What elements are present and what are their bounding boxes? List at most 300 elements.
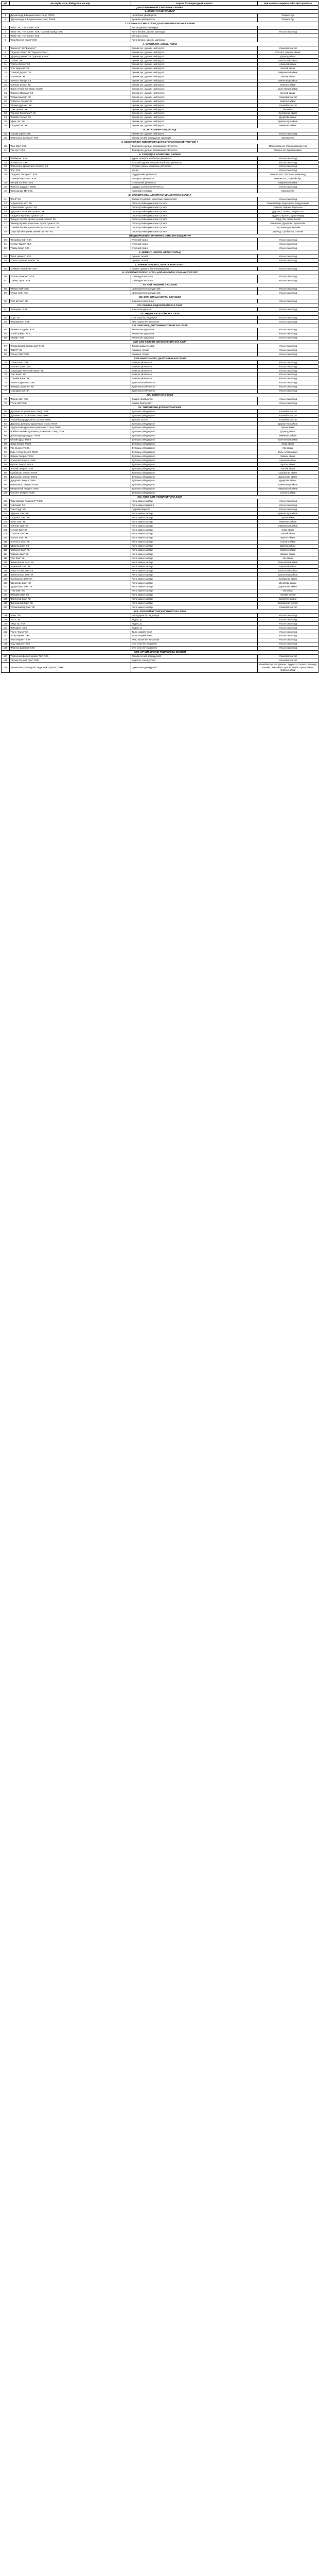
activity-name: Жижиглэн худалдаа (131, 336, 258, 340)
activity-name: Жижиглэн худалдаа (131, 332, 258, 336)
table-row (2, 87, 318, 91)
enterprise-name: "Хангай Дүүрэг" ХК (10, 71, 131, 75)
enterprise-name: Хэнтий Энерго ТӨХК (10, 467, 131, 471)
activity-name: Авто замын засвар (131, 597, 258, 601)
row-number: 5 (2, 34, 10, 38)
table-row (2, 75, 318, 79)
enterprise-name: "Ард Даатгал" ХК (10, 389, 131, 393)
row-number: 62 (2, 315, 10, 319)
enterprise-name: "МАК" ХК (10, 197, 131, 201)
coverage-note (258, 38, 318, 42)
activity-name: Дулааны үйлдвэрлэл (131, 450, 258, 454)
table-row (2, 597, 318, 601)
row-number: 127 (2, 605, 10, 609)
row-number: 56 (2, 275, 10, 279)
coverage-note: Баян-Өлгий аймаг (258, 561, 318, 565)
activity-name: Сайжруулсан түлш (131, 275, 258, 279)
activity-name: Эрчим хүч, дулаан нийлүүлэх (131, 54, 258, 58)
section-row (2, 22, 318, 26)
activity-name: Бодлого, зохицуулалт (131, 658, 258, 663)
enterprise-name: "Монгол Даатгал" ХХК (10, 381, 131, 385)
row-number: 65 (2, 332, 10, 336)
coverage-note: Орхон аймаг (258, 426, 318, 430)
table-row (2, 377, 318, 381)
section-title: 4. ЗАМЫН ТУРШИЛТ, БАТАЛГААЖУУЛАЛТ (2, 263, 318, 267)
activity-name: Дулааны үйлдвэрлэл (131, 434, 258, 438)
row-number: 113 (2, 548, 10, 552)
row-number: 71 (2, 365, 10, 369)
row-number: 10 (2, 58, 10, 62)
table-row (2, 381, 318, 385)
activity-name: цахилгаан үйлдвэрлэл (131, 13, 258, 18)
enterprise-name: "Хангай эрчим" ХК (10, 83, 131, 87)
enterprise-name: "Эрдэнэт-Булганы сүлжээ" ХК (10, 213, 131, 217)
coverage-note: Улсын хэмжээнд (258, 275, 318, 279)
enterprise-name: "Сансар Ер ТВ" ХХК (10, 189, 131, 193)
activity-name: Орон нутгийн цахилгаан түгээлт (131, 201, 258, 206)
activity-name: Эрчим хүч, дулаан нийлүүлэх (131, 99, 258, 104)
coverage-note: Улаанбаатар, Зүүнхараа, Баруунхараа (258, 201, 318, 206)
row-number: 30 (2, 144, 10, 148)
table-row (2, 177, 318, 181)
coverage-note: Өвөрхангай аймаг (258, 71, 318, 75)
table-row (2, 528, 318, 532)
row-number: 21 (2, 104, 10, 108)
coverage-note: Улсын хэмжээнд (258, 348, 318, 352)
enterprise-name: "Багахангай Зам" ХК (10, 601, 131, 605)
enterprise-name: Эрдэнэтийн Дулааны Цахилгаан Станц ТӨХК (10, 426, 131, 430)
section-row (2, 303, 318, 308)
table-row (2, 630, 318, 634)
table-row (2, 71, 318, 75)
row-number: 110 (2, 536, 10, 540)
coverage-note: Булган аймаг (258, 536, 318, 540)
activity-name: Банкны үйлчилгээ (131, 377, 258, 381)
row-number: 125 (2, 597, 10, 601)
enterprise-name: "Хангай Зам" ХК (10, 524, 131, 528)
coverage-note: Дорнод аймаг (258, 54, 318, 58)
row-number: 121 (2, 581, 10, 585)
coverage-note: Дархан-Уул аймаг (258, 120, 318, 124)
table-row (2, 58, 318, 62)
coverage-note: Өмнөговь аймаг (258, 520, 318, 524)
enterprise-name: "Таван Богд" ХХК (10, 246, 131, 250)
coverage-note: Улсын хэмжээнд (258, 242, 318, 246)
table-row (2, 410, 318, 414)
table-row (2, 352, 318, 357)
activity-name: Дулааны үйлдвэрлэл (131, 483, 258, 487)
coverage-note: Дундговь аймаг (258, 479, 318, 483)
table-row (2, 536, 318, 540)
activity-name: Авто замын засвар (131, 585, 258, 589)
activity-name: Цахилгаан дамжуулалт (131, 663, 258, 672)
activity-name: Интернэт үйлчилгээ (131, 177, 258, 181)
coverage-note: Улсын хэмжээнд (258, 372, 318, 377)
section-title: 6. ХӨВСГӨЛИЙН ТӨВЛӨРСӨН ДУЛААН ХАНГАМЖИЙН ЧЕРЧИЙ ? (2, 140, 318, 144)
section-row (2, 42, 318, 46)
table-row (2, 66, 318, 71)
table-row (2, 589, 318, 593)
coverage-note: Улсын хэмжээнд (258, 630, 318, 634)
enterprise-name: "Улаанбаатар төмөр зам" ХНН (10, 344, 131, 348)
activity-name: Ундаа, ус (131, 626, 258, 630)
section-title: ХIХ. ЭМИЙН ЗАХ ЗЭЭЛ (2, 393, 318, 397)
row-number: 12 (2, 66, 10, 71)
enterprise-name: "Уураг Хий" ХХК (10, 291, 131, 295)
coverage-note: Завхан аймаг (258, 552, 318, 556)
activity-name: Орон нутгийн цахилгаан түгээлт (131, 217, 258, 222)
row-number: 52 (2, 246, 10, 250)
activity-name: Сайжруулсан түлш (131, 279, 258, 283)
activity-name: Сүү, сүүн бүтээгдэхүүн (131, 315, 258, 319)
activity-name: Дулааны үйлдвэрлэл (131, 446, 258, 450)
enterprise-name: Ховд Энерго ТӨХК (10, 442, 131, 446)
row-number: 29 (2, 136, 10, 140)
coverage-note: Улсын хэмжээнд (258, 507, 318, 512)
row-number: 55 (2, 266, 10, 270)
row-number: 11 (2, 62, 10, 66)
coverage-note: Ховд аймаг (258, 442, 318, 446)
row-number: 96 (2, 474, 10, 479)
enterprise-name: "Витафит" ХХК (10, 626, 131, 630)
enterprise-name: "Монос Эм" ХХК (10, 397, 131, 401)
coverage-note: Дархан, Сэлэнгэ, Шарын гол (258, 210, 318, 214)
enterprise-name: "Эрдэнэт-Говь" ХК "Эрдэнэт-Говь" (10, 50, 131, 55)
table-row (2, 585, 318, 589)
enterprise-name: "Хөвсгөл Зам" ХК (10, 548, 131, 552)
table-row (2, 173, 318, 177)
enterprise-name: "Хас Банк" ХК (10, 372, 131, 377)
table-row (2, 91, 318, 95)
coverage-note: Улаанбаатар хот (258, 104, 318, 108)
coverage-note: Улсын хэмжээнд (258, 259, 318, 263)
row-number: 23 (2, 111, 10, 115)
table-row (2, 291, 318, 295)
enterprise-name: "Дундговь Зам" ХК (10, 581, 131, 585)
enterprise-name: "Өлзийхангай" ХХК (10, 238, 131, 242)
enterprise-name: "Талх Чихэр" ХК (10, 630, 131, 634)
enterprise-name: "Хот Эрдэнэт" ХК (10, 66, 131, 71)
coverage-note (258, 26, 318, 30)
table-row (2, 46, 318, 50)
activity-name: Замын туршилт, баталгаажуулалт (131, 266, 258, 270)
activity-name: Бусад (131, 168, 258, 173)
coverage-note: Өвөрхангай аймаг (258, 487, 318, 491)
row-number: 137 (2, 654, 10, 658)
enterprise-name: "Зүүн бүсийн эрчим хүчний систем" ХК (10, 230, 131, 234)
activity-name: Эрчим хүч, дулаан нийлүүлэх (131, 124, 258, 128)
row-number: 46 (2, 217, 10, 222)
table-row (2, 438, 318, 442)
enterprise-name: "Төрийн Банк" ХК (10, 377, 131, 381)
activity-name: Эрчим хүч, дулаан нийлүүлэх (131, 91, 258, 95)
row-number: 39 (2, 185, 10, 189)
enterprise-name: "Ардчилсан хот" ХК (10, 201, 131, 206)
coverage-note: Улаанбаатар хот (258, 418, 318, 422)
enterprise-name: "Петро Хий" ХХК (10, 287, 131, 291)
activity-name: Банкны үйлчилгээ (131, 365, 258, 369)
activity-name: Даатгалын үйлчилгээ (131, 389, 258, 393)
section-title: ХХIII. ЭРЧИМ ХҮЧНИЙ ТӨВЛӨРСӨН СИСТЕМ (2, 650, 318, 654)
row-number: 73 (2, 372, 10, 377)
coverage-note: Улсын хэмжээнд (258, 401, 318, 405)
activity-name: Цемент, шохой (131, 255, 258, 259)
table-row (2, 642, 318, 646)
enterprise-name: "Ган-Мөн" ХХК (10, 144, 131, 148)
activity-name: Шингэрүүлсэн шатдаг хий (131, 291, 258, 295)
activity-name: Авто замын засвар (131, 528, 258, 532)
coverage-note: Булган аймаг (258, 463, 318, 467)
row-number: 19 (2, 95, 10, 99)
coverage-note: Улсын хэмжээнд (258, 287, 318, 291)
coverage-note: Улсын хэмжээнд (258, 197, 318, 201)
table-row (2, 487, 318, 491)
activity-name: Агаарын тээвэр (131, 352, 258, 357)
row-number: 43 (2, 206, 10, 210)
row-number: 111 (2, 540, 10, 544)
activity-name: Төвлөрсөн дулаан хангамжийн үйлчилгээ (131, 148, 258, 152)
table-row (2, 226, 318, 230)
activity-name: Эрчим хүч, дулаан нийлүүлэх (131, 107, 258, 111)
table-row (2, 275, 318, 279)
enterprise-name: "Сод Монгол групп" ХХК (10, 38, 131, 42)
section-row (2, 495, 318, 499)
table-row (2, 79, 318, 83)
section-title: ХII. ХИЙ ТҮЛШНИЙ ЗАХ ЗЭЭЛ (2, 283, 318, 287)
coverage-note: Улсын хэмжээнд (258, 352, 318, 357)
enterprise-name: "Атар Өргөө" ХХК (10, 634, 131, 638)
coverage-note: Хөвсгөл аймаг (258, 99, 318, 104)
row-number: 101 (2, 499, 10, 503)
table-row (2, 255, 318, 259)
row-number: 54 (2, 259, 10, 263)
table-row (2, 593, 318, 597)
section-title: Б. ХОЛОЙ НОГООРУУ, АГРО, ЦАЙ ШИНЖЛЭХ УХААНЫ ХАЗ ЗОЛ (2, 270, 318, 275)
activity-name: Дулааны үйлдвэрлэл (131, 438, 258, 442)
coverage-note: Улсын хэмжээнд (258, 503, 318, 507)
activity-name: Эрчим хүч, дулаан нийлүүлэх (131, 58, 258, 62)
table-row (2, 95, 318, 99)
row-number: 50 (2, 238, 10, 242)
enterprise-name: "Говь Зам" ХК (10, 520, 131, 524)
section-row (2, 140, 318, 144)
activity-name: Авто бензин, дизель шатахуун (131, 38, 258, 42)
activity-name: Дулааны үйлдвэрлэл (131, 479, 258, 483)
section-title: Ж. ЦАХИЛГААНЫ ЦАХИЛГААН ДАМЖУУЛАХ САЛБАР (2, 193, 318, 197)
activity-name: Дулааны үйлдвэрлэл (131, 442, 258, 446)
coverage-note: Өмнөговь аймаг (258, 434, 318, 438)
coverage-note: Дархан-Уул аймаг (258, 512, 318, 516)
enterprise-name: Дундговь Энерго ТӨХК (10, 479, 131, 483)
activity-name: Эрчим хүч, дулаан нийлүүлэх (131, 66, 258, 71)
activity-name: Үүрэн телефон холбооны үйлчилгээ (131, 157, 258, 161)
enterprise-name: "Мах Маркет" ХХК (10, 638, 131, 642)
coverage-note: Сүхбаатар аймаг (258, 471, 318, 475)
coverage-note: Улсын хэмжээнд (258, 368, 318, 372)
activity-name: Эрчим хүч, дулаан нийлүүлэх (131, 71, 258, 75)
row-number: 60 (2, 299, 10, 303)
enterprise-name: "Монголын Цахилгаан Холбоо" ХК (10, 164, 131, 168)
enterprise-name: "Эмарт" ХХК (10, 336, 131, 340)
coverage-note: Хөвсгөл, Мөрөн, Тариалан (258, 206, 318, 210)
row-number: 120 (2, 577, 10, 581)
table-row (2, 474, 318, 479)
row-number: 107 (2, 524, 10, 528)
coverage-note: Дорнод, Сүхбаатар, Хэнтий (258, 230, 318, 234)
enterprise-name: "Эрдэм-Төв" ХК (10, 124, 131, 128)
activity-name: Авто замын засвар (131, 512, 258, 516)
activity-name: Эрчим хүч, дулаан нийлүүлэх (131, 115, 258, 120)
enterprise-name: "Алтан Тариа" ХХК (10, 242, 131, 246)
enterprise-name: Дарханы Дулааны Цахилгаан Станц ТӨХК (10, 421, 131, 426)
enterprise-name: "Сүхбаатар Зам" ХК (10, 577, 131, 581)
row-number: 37 (2, 177, 10, 181)
table-row (2, 217, 318, 222)
enterprise-name: "Орхон Зам" ХК (10, 536, 131, 540)
table-row (2, 181, 318, 185)
coverage-note: Улсын хэмжээнд (258, 365, 318, 369)
table-row (2, 446, 318, 450)
coverage-note: Баянхонгор аймаг (258, 573, 318, 577)
section-row (2, 9, 318, 13)
section-title: Н. ХАРИЛЦАА ХОЛБООНЫ САЛБАР (2, 152, 318, 157)
activity-name: Ундаа, ус (131, 622, 258, 626)
coverage-note: Архангай аймаг (258, 565, 318, 569)
table-row (2, 389, 318, 393)
enterprise-name: "Хэрэм групп" ХХК (10, 132, 131, 136)
coverage-note: Дорноговь аймаг (258, 474, 318, 479)
coverage-note: Улсын хэмжээнд (258, 626, 318, 630)
table-row (2, 512, 318, 516)
coverage-note: Завхан аймаг (258, 75, 318, 79)
coverage-note: Улсын хэмжээнд (258, 385, 318, 389)
table-row (2, 372, 318, 377)
section-title: ХVII. ЗАМ ТЭЭВЭР, ЛОГИСТИКИЙН ЗАХ ЗЭЭЛ (2, 340, 318, 344)
table-row (2, 540, 318, 544)
activity-name: Мах, махан бүтээгдэхүүн (131, 638, 258, 642)
row-number: 25 (2, 120, 10, 124)
enterprise-name: "Баруун бүсийн эрчим хүчний систем" ХК (10, 217, 131, 222)
row-number: 99 (2, 487, 10, 491)
enterprise-name: "ЮНИТЕЛ" ХХК (10, 160, 131, 164)
table-row (2, 136, 318, 140)
coverage-note: Налайх дүүрэг (258, 593, 318, 597)
row-number: 118 (2, 569, 10, 573)
section-title: ХХI. АВТО ЗАМ, ТЭЭВРИЙН ЗАХ ЗЭЭЛ (2, 495, 318, 499)
coverage-note: Улсын хэмжээнд (258, 642, 318, 646)
activity-name: Авто замын засвар (131, 556, 258, 561)
activity-name: Авто замын засвар (131, 565, 258, 569)
coverage-note: Улсын хэмжээнд (258, 164, 318, 168)
enterprise-name: "Хэрлэн Зам" ХК (10, 532, 131, 536)
row-number: 74 (2, 377, 10, 381)
coverage-note: Мөнгөн Улс (258, 136, 318, 140)
enterprise-name: "Хүннү Эйр" ХХК (10, 352, 131, 357)
activity-name: Даатгалын үйлчилгээ (131, 381, 258, 385)
row-number: 28 (2, 132, 10, 136)
table-header-row (2, 2, 318, 6)
activity-name: Банкны үйлчилгээ (131, 372, 258, 377)
coverage-note: Улсын хэмжээнд (258, 634, 318, 638)
enterprise-name: "Монгол шуудан" ТӨХК (10, 185, 131, 189)
coverage-note: Улсын хэмжээнд (258, 499, 318, 503)
activity-name: Авто замын засвар (131, 573, 258, 577)
row-number: 42 (2, 201, 10, 206)
enterprise-name: "Налайх Зам" ХК (10, 593, 131, 597)
row-number: 130 (2, 622, 10, 626)
coverage-note: Улсын хэмжээнд (258, 618, 318, 622)
activity-name: Авто замын засвар (131, 544, 258, 548)
activity-name: Орон нутгийн цахилгаан түгээлт (131, 210, 258, 214)
activity-name: Автын дизель шатахуун (131, 26, 258, 30)
activity-name: Авто замын засвар (131, 516, 258, 520)
enterprise-name: "Дорноговь Зам" ХК (10, 585, 131, 589)
row-number: 26 (2, 124, 10, 128)
table-row (2, 34, 318, 38)
row-number: 94 (2, 467, 10, 471)
section-row (2, 324, 318, 328)
activity-name: Эрчим хүч, дулаан нийлүүлэх (131, 95, 258, 99)
coverage-note: Улсын хэмжээнд (258, 132, 318, 136)
activity-name: Авто замын засвар (131, 524, 258, 528)
row-number: 80 (2, 410, 10, 414)
enterprise-name: "ЗАМЫН ХӨГЖИЛ" ХХК (10, 266, 131, 270)
coverage-note: Улсын хэмжээнд (258, 614, 318, 618)
row-number: 98 (2, 483, 10, 487)
enterprise-name: "Хот Бүтээн" ХК (10, 299, 131, 303)
section-row (2, 312, 318, 316)
table-row (2, 120, 318, 124)
coverage-note: Баян-Өлгий аймаг (258, 438, 318, 442)
table-row (2, 259, 318, 263)
activity-name: Авто замын засвар (131, 536, 258, 540)
activity-name: Дулааны үйлдвэрлэл (131, 471, 258, 475)
enterprise-name: "Худалдаа Хөгжлийн Банк" ХК (10, 368, 131, 372)
activity-name: Авто замын засвар (131, 601, 258, 605)
coverage-note: Төв аймаг (258, 589, 318, 593)
enterprise-name: Дорноговь Энерго ТӨХК (10, 474, 131, 479)
enterprise-name: "Төв Зам" ХК (10, 589, 131, 593)
row-number: 139 (2, 663, 10, 672)
table-row (2, 491, 318, 495)
row-number: 84 (2, 426, 10, 430)
activity-name: Эрчим хүч, дулаан нийлүүлэх (131, 132, 258, 136)
table-row (2, 622, 318, 626)
enterprise-name: "Говийн Салхи" ХК (10, 115, 131, 120)
section-title: 2. ГАЗРЫН ТОСНЫ БҮТЭЭГДЭХҮҮНИЙ ИМПОРТЫН САЛБАР (2, 22, 318, 26)
coverage-note: Мөнгөн Улс, Хангайн бүс (258, 177, 318, 181)
coverage-note: Сэлэнгэ, Дархан аймаг (258, 50, 318, 55)
enterprise-name: "Дорнод эрчим" ХК "Дорнод эрчим" (10, 54, 131, 58)
coverage-note: Улсын хэмжээнд (258, 160, 318, 164)
table-row (2, 246, 318, 250)
row-number: 85 (2, 430, 10, 434)
section-title: ҮЙЛДВЭРЛЭЛИЙН МАТЕРИАЛ, ХҮНС БҮТЭЭГДЭХҮҮН (2, 234, 318, 238)
row-number: 15 (2, 79, 10, 83)
table-row (2, 646, 318, 650)
activity-name: Банкны үйлчилгээ (131, 361, 258, 365)
coverage-note: Улсын хэмжээнд (258, 185, 318, 189)
row-number: 14 (2, 75, 10, 79)
activity-name: Авто бензин, дизель шатахуун (131, 30, 258, 34)
table-row (2, 618, 318, 622)
section-row (2, 193, 318, 197)
coverage-note: Сэлэнгэ аймаг (258, 540, 318, 544)
table-row (2, 418, 318, 422)
table-row (2, 111, 318, 115)
section-title: ХХII. ХҮНСНИЙ БҮТЭЭГДЭХҮҮНИЙ ЗАХ ЗЭЭЛ (2, 609, 318, 614)
row-number: 77 (2, 389, 10, 393)
